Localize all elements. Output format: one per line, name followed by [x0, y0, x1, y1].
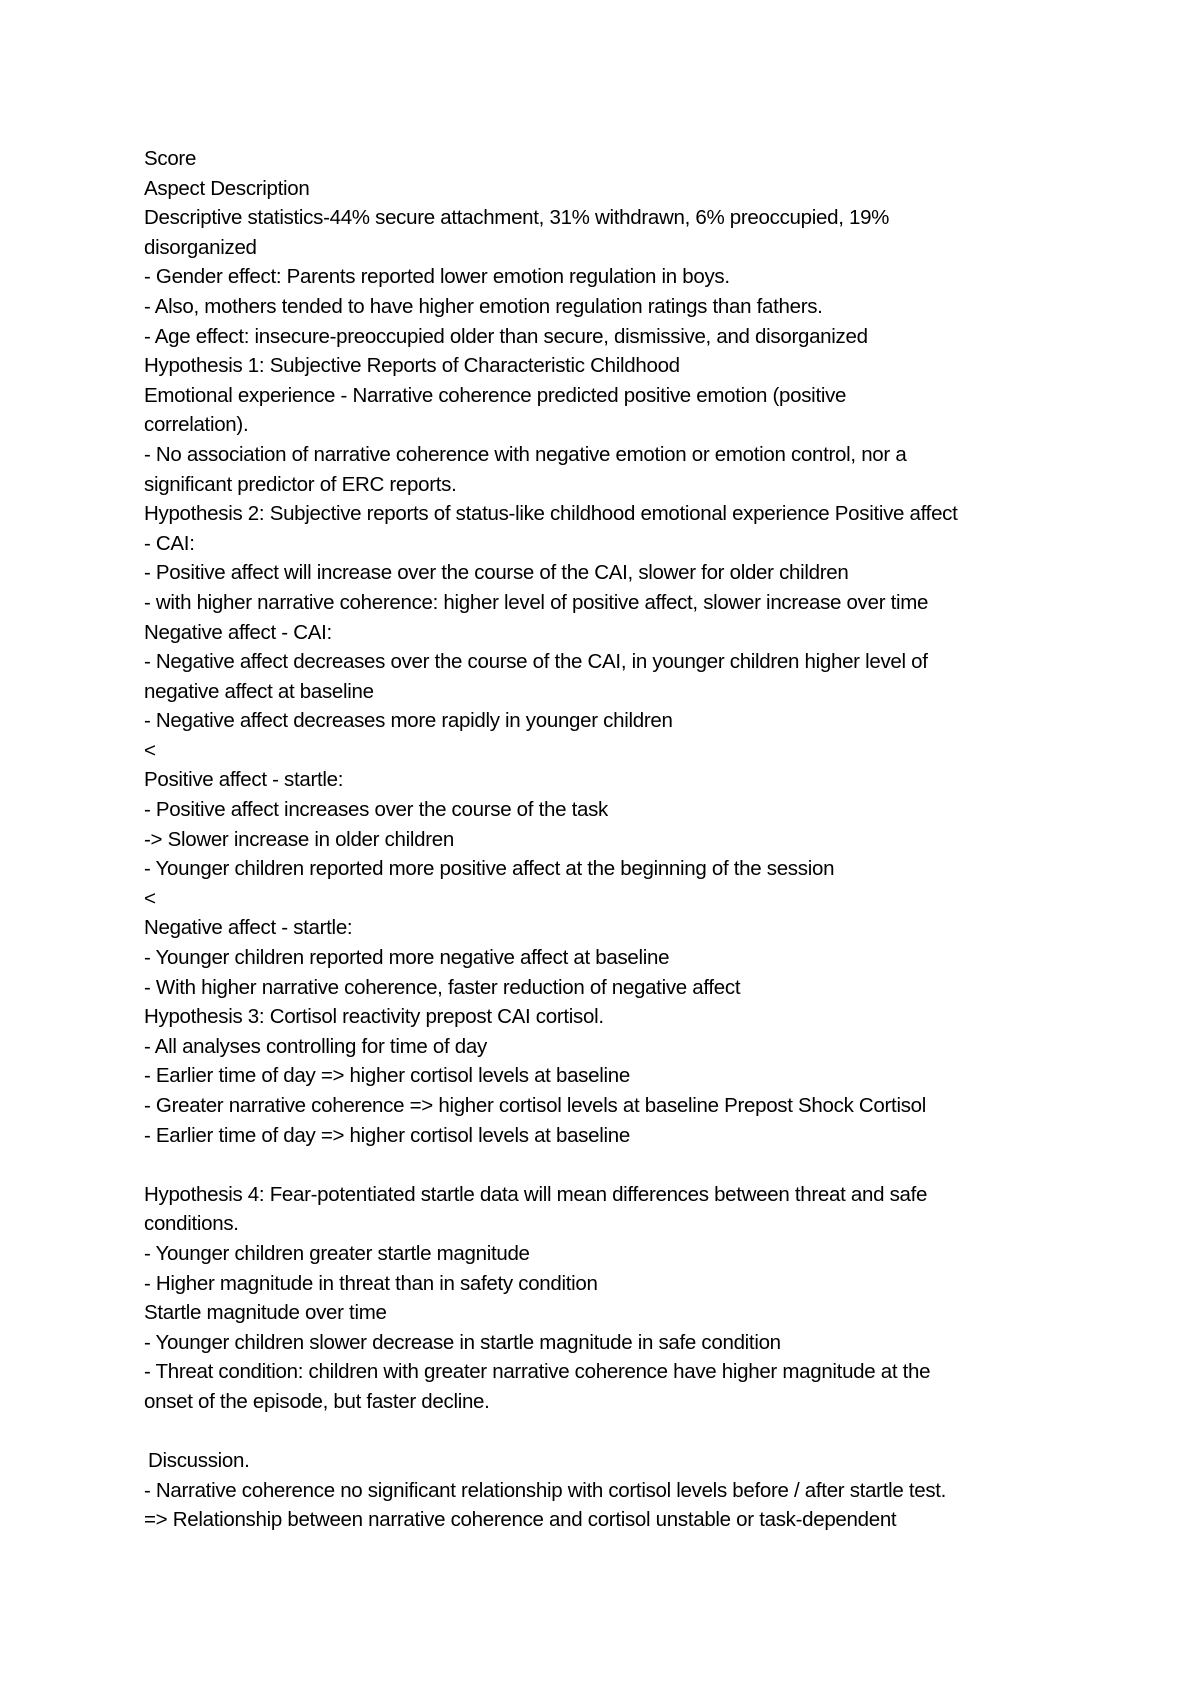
text-line: => Relationship between narrative coherence and cortisol unstable or task-dependent — [144, 1508, 897, 1532]
blank-line — [144, 1417, 1074, 1447]
text-line: Descriptive statistics-44% secure attachment, 31% withdrawn, 6% preoccupied, 19% — [144, 206, 890, 230]
text-line: - All analyses controlling for time of day — [144, 1034, 487, 1058]
text-line: - Positive affect will increase over the course of the CAI, slower for older children — [144, 561, 849, 585]
text-line: correlation). — [144, 413, 249, 437]
text-line: - Gender effect: Parents reported lower emotion regulation in boys. — [144, 265, 730, 289]
text-line: - Threat condition: children with greater narrative coherence have higher magnitude at the — [144, 1360, 931, 1384]
text-line: - Negative affect decreases more rapidly in younger children — [144, 709, 673, 733]
text-line: - Greater narrative coherence => higher cortisol levels at baseline Prepost Shock Cortisol — [144, 1094, 927, 1117]
text-line: - Negative affect decreases over the course of the CAI, in younger children higher level of — [144, 650, 928, 674]
text-line: - Narrative coherence no significant relationship with cortisol levels before / after startle test. — [144, 1478, 947, 1502]
text-line: - Higher magnitude in threat than in safety condition — [144, 1271, 598, 1295]
text-line: - Positive affect increases over the course of the task — [144, 798, 608, 822]
text-line: Startle magnitude over time — [144, 1301, 387, 1325]
text-line: Positive affect - startle: — [144, 768, 344, 792]
text-line: - Also, mothers tended to have higher emotion regulation ratings than fathers. — [144, 294, 823, 318]
text-line: Hypothesis 3: Cortisol reactivity prepost CAI cortisol. — [144, 1005, 604, 1029]
text-line: Aspect Description — [144, 176, 310, 200]
text-line: - CAI: — [144, 531, 195, 555]
text-line: - With higher narrative coherence, faster reduction of negative affect — [144, 975, 741, 999]
discussion-heading: Discussion. — [148, 1449, 250, 1473]
text-line: significant predictor of ERC reports. — [144, 472, 457, 496]
text-line: - Earlier time of day => higher cortisol levels at baseline — [144, 1064, 630, 1088]
text-line: negative affect at baseline — [144, 679, 374, 703]
text-line: Negative affect - startle: — [144, 916, 353, 940]
blank-line — [144, 1150, 1074, 1180]
text-line: disorganized — [144, 235, 257, 259]
text-line: onset of the episode, but faster decline. — [144, 1389, 490, 1413]
text-line: Negative affect - CAI: — [144, 620, 332, 644]
text-line: - Younger children slower decrease in startle magnitude in safe condition — [144, 1330, 781, 1354]
text-line: Score — [144, 147, 197, 170]
text-line: - Younger children reported more negative affect at baseline — [144, 946, 670, 970]
document-body — [144, 144, 1074, 1535]
text-line: Hypothesis 1: Subjective Reports of Characteristic Childhood — [144, 354, 680, 378]
text-line: Hypothesis 2: Subjective reports of status-like childhood emotional experience Positive affect — [144, 502, 958, 526]
text-line: -> Slower increase in older children — [144, 827, 454, 851]
text-line: - Age effect: insecure-preoccupied older than secure, dismissive, and disorganized — [144, 324, 868, 348]
text-line: - with higher narrative coherence: higher level of positive affect, slower increase over time — [144, 590, 929, 614]
text-line: conditions. — [144, 1212, 239, 1236]
text-line: - Earlier time of day => higher cortisol levels at baseline — [144, 1123, 630, 1147]
text-line: Emotional experience - Narrative coherence predicted positive emotion (positive — [144, 383, 847, 407]
text-line: - No association of narrative coherence with negative emotion or emotion control, nor a — [144, 442, 907, 466]
text-line: - Younger children greater startle magnitude — [144, 1241, 530, 1265]
text-line: - Younger children reported more positive affect at the beginning of the session — [144, 857, 835, 881]
text-line: Hypothesis 4: Fear-potentiated startle data will mean differences between threat and safe — [144, 1182, 928, 1206]
text-line: < — [144, 738, 156, 762]
text-line: < — [144, 886, 156, 910]
